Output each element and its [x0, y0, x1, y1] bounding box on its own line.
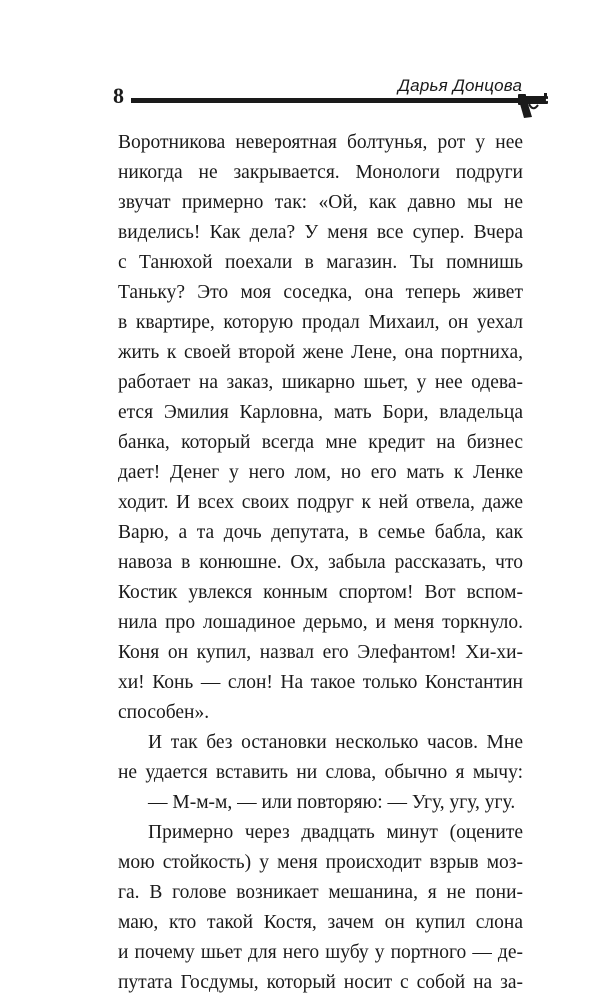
text-line: хи! Конь — слон! На такое только Константин [118, 672, 523, 693]
text-line: звучат примерно так: «Ой, как давно мы не [118, 192, 523, 213]
text-line: ется Эмилия Карловна, мать Бори, владельца [118, 402, 523, 423]
running-header-author: Дарья Донцова [398, 76, 523, 95]
text-line: ходит. И всех своих подруг к ней отвела, даже [118, 492, 523, 513]
text-line: способен». [118, 702, 210, 723]
text-line: навоза в конюшне. Ох, забыла рассказать, что [118, 552, 523, 573]
text-line: Варю, а та дочь депутата, в семье бабла, как [118, 522, 523, 543]
text-line: и почему шьет для него шубу у портного — де- [118, 942, 523, 963]
text-line: Воротникова невероятная болтунья, рот у нее [118, 132, 523, 153]
text-line: мою стойкость) у меня происходит взрыв моз- [118, 852, 523, 873]
running-header [0, 0, 605, 120]
text-line: И так без остановки несколько часов. Мне [148, 732, 523, 753]
header-rule [0, 0, 605, 120]
page-number: 8 [113, 83, 124, 108]
text-line: жить к своей второй жене Лене, она портниха, [118, 342, 523, 363]
text-line: — М-м-м, — или повторяю: — Угу, угу, угу. [148, 792, 516, 813]
text-line: виделись! Как дела? У меня все супер. Вчера [118, 222, 523, 243]
text-line: в квартире, которую продал Михаил, он уехал [118, 312, 523, 333]
text-line: никогда не закрывается. Монологи подруги [118, 162, 523, 183]
text-line: работает на заказ, шикарно шьет, у нее одева- [118, 372, 523, 393]
text-line: не удается вставить ни слова, обычно я мычу: [118, 762, 523, 783]
text-line: нила про лошадиное дерьмо, и меня торкнуло. [118, 612, 523, 633]
text-line: Примерно через двадцать минут (оцените [148, 822, 523, 843]
body-text [118, 128, 523, 998]
text-line: Таньку? Это моя соседка, она теперь живет [118, 282, 523, 303]
text-line: маю, кто такой Костя, зачем он купил слона [118, 912, 523, 933]
text-line: банка, который всегда мне кредит на бизнес [118, 432, 523, 453]
text-line: га. В голове возникает мешанина, я не пони- [118, 882, 523, 903]
text-line: с Танюхой поехали в магазин. Ты помнишь [118, 252, 523, 273]
text-line: Коня он купил, назвал его Элефантом! Хи-хи- [118, 642, 523, 663]
text-line: дает! Денег у него лом, но его мать к Ленке [118, 462, 523, 483]
text-line: путата Госдумы, который носит с собой на за- [118, 972, 523, 993]
pistol-icon [518, 93, 548, 118]
text-line: Костик увлекся конным спортом! Вот вспом- [118, 582, 523, 603]
